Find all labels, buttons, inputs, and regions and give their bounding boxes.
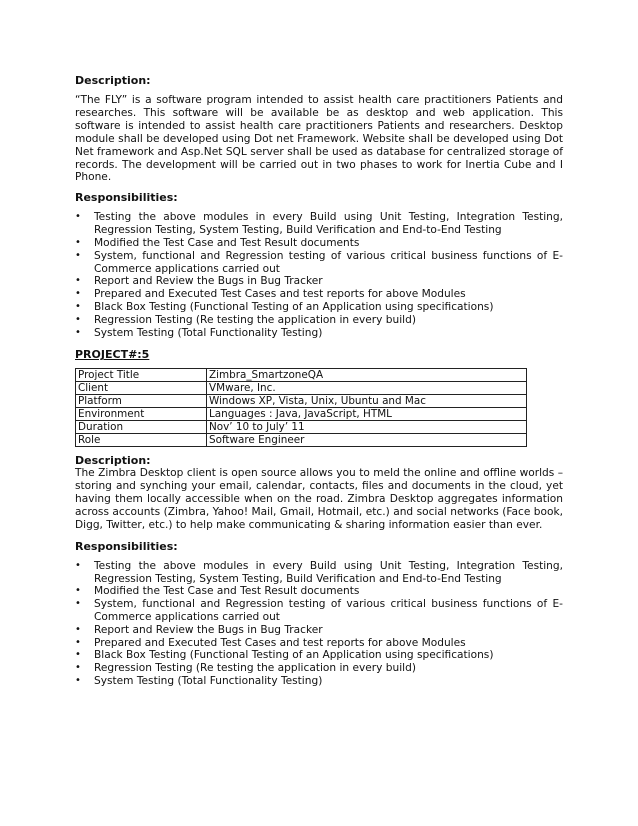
bullet-icon: • bbox=[75, 559, 81, 571]
list-item bbox=[75, 237, 563, 250]
document-page bbox=[75, 74, 563, 688]
list-item bbox=[75, 211, 563, 237]
bullet-icon: • bbox=[75, 275, 81, 287]
project-details-table bbox=[75, 368, 527, 447]
table-row bbox=[76, 434, 527, 447]
responsibilities-list bbox=[75, 211, 563, 339]
table-cell-value: Languages : Java, JavaScript, HTML bbox=[207, 408, 527, 421]
list-item-text: Black Box Testing (Functional Testing of an Application using specifications) bbox=[94, 649, 494, 662]
table-cell-value: Nov’ 10 to July’ 11 bbox=[207, 421, 527, 434]
table-row bbox=[76, 408, 527, 421]
list-item bbox=[75, 301, 563, 314]
bullet-icon: • bbox=[75, 585, 81, 597]
bullet-icon: • bbox=[75, 288, 81, 300]
table-cell-value: VMware, Inc. bbox=[207, 382, 527, 395]
list-item-text: Black Box Testing (Functional Testing of an Application using specifications) bbox=[94, 300, 494, 313]
list-item-text: Regression Testing (Re testing the application in every build) bbox=[94, 313, 416, 326]
list-item bbox=[75, 560, 563, 586]
list-item-text: Modified the Test Case and Test Result documents bbox=[94, 236, 360, 249]
list-item bbox=[75, 327, 563, 340]
table-cell-key: Role bbox=[76, 434, 207, 447]
bullet-icon: • bbox=[75, 313, 81, 325]
list-item bbox=[75, 314, 563, 327]
bullet-icon: • bbox=[75, 598, 81, 610]
list-item-text: Report and Review the Bugs in Bug Tracker bbox=[94, 275, 323, 288]
project-responsibilities-heading: Responsibilities: bbox=[75, 539, 178, 553]
list-item bbox=[75, 675, 563, 688]
list-item-text: System Testing (Total Functionality Testing) bbox=[94, 326, 323, 339]
bullet-icon: • bbox=[75, 662, 81, 674]
list-item bbox=[75, 598, 563, 624]
responsibilities-heading: Responsibilities: bbox=[75, 191, 178, 205]
bullet-icon: • bbox=[75, 211, 81, 223]
table-cell-key: Platform bbox=[76, 395, 207, 408]
bullet-icon: • bbox=[75, 236, 81, 248]
list-item-text: Prepared and Executed Test Cases and test reports for above Modules bbox=[94, 288, 466, 301]
list-item bbox=[75, 637, 563, 650]
list-item-text: Testing the above modules in every Build using Unit Testing, Integration Testing, Regression Testing, System Testing, Build Verification and End-to-End Testing bbox=[94, 211, 563, 237]
list-item bbox=[75, 288, 563, 301]
list-item bbox=[75, 275, 563, 288]
list-item bbox=[75, 624, 563, 637]
bullet-icon: • bbox=[75, 675, 81, 687]
table-row bbox=[76, 395, 527, 408]
table-cell-value: Zimbra_SmartzoneQA bbox=[207, 369, 527, 382]
list-item-text: System, functional and Regression testing of various critical business functions of E-Commerce applications carried out bbox=[94, 598, 563, 624]
bullet-icon: • bbox=[75, 249, 81, 261]
list-item-text: Regression Testing (Re testing the application in every build) bbox=[94, 662, 416, 675]
project-description-heading: Description: bbox=[75, 454, 151, 468]
list-item-text: Report and Review the Bugs in Bug Tracker bbox=[94, 623, 323, 636]
bullet-icon: • bbox=[75, 636, 81, 648]
list-item-text: Prepared and Executed Test Cases and test reports for above Modules bbox=[94, 636, 466, 649]
table-row bbox=[76, 421, 527, 434]
project-title-heading: PROJECT#:5 bbox=[75, 348, 150, 362]
project-description-text: The Zimbra Desktop client is open source allows you to meld the online and offline worlds – storing and synching your email, calendar, contacts, files and documents in the cloud, yet having them locally accessible when on the road. Zimbra Desktop aggregates information across accounts (Zimbra, Yahoo! Mail, Gmail, Hotmail, etc.) and social networks (Face book, Digg, Twitter, etc.) to help make communicating & sharing information easier than ever. bbox=[75, 467, 563, 531]
list-item bbox=[75, 250, 563, 276]
list-item bbox=[75, 662, 563, 675]
description-text: “The FLY” is a software program intended to assist health care practitioners Patients and researches. This software will be available be as desktop and web application. This software is intended to assist health care practitioners Patients and researchers. Desktop module shall be developed using Dot net Framework. Website shall be developed using Dot Net framework and Asp.Net SQL server shall be used as database for centralized storage of records. The development will be carried out in two phases to work for Inertia Cube and I Phone. bbox=[75, 94, 563, 184]
bullet-icon: • bbox=[75, 623, 81, 635]
bullet-icon: • bbox=[75, 326, 81, 338]
list-item-text: System Testing (Total Functionality Testing) bbox=[94, 675, 323, 688]
table-cell-key: Project Title bbox=[76, 369, 207, 382]
list-item bbox=[75, 649, 563, 662]
description-heading: Description: bbox=[75, 74, 151, 87]
list-item bbox=[75, 585, 563, 598]
table-row bbox=[76, 369, 527, 382]
table-cell-key: Environment bbox=[76, 408, 207, 421]
list-item-text: System, functional and Regression testing of various critical business functions of E-Commerce applications carried out bbox=[94, 249, 563, 275]
table-cell-key: Duration bbox=[76, 421, 207, 434]
bullet-icon: • bbox=[75, 649, 81, 661]
table-row bbox=[76, 382, 527, 395]
bullet-icon: • bbox=[75, 300, 81, 312]
project-responsibilities-list bbox=[75, 560, 563, 688]
table-cell-key: Client bbox=[76, 382, 207, 395]
table-cell-value: Software Engineer bbox=[207, 434, 527, 447]
list-item-text: Modified the Test Case and Test Result documents bbox=[94, 585, 360, 598]
table-cell-value: Windows XP, Vista, Unix, Ubuntu and Mac bbox=[207, 395, 527, 408]
list-item-text: Testing the above modules in every Build using Unit Testing, Integration Testing, Regression Testing, System Testing, Build Verification and End-to-End Testing bbox=[94, 559, 563, 585]
